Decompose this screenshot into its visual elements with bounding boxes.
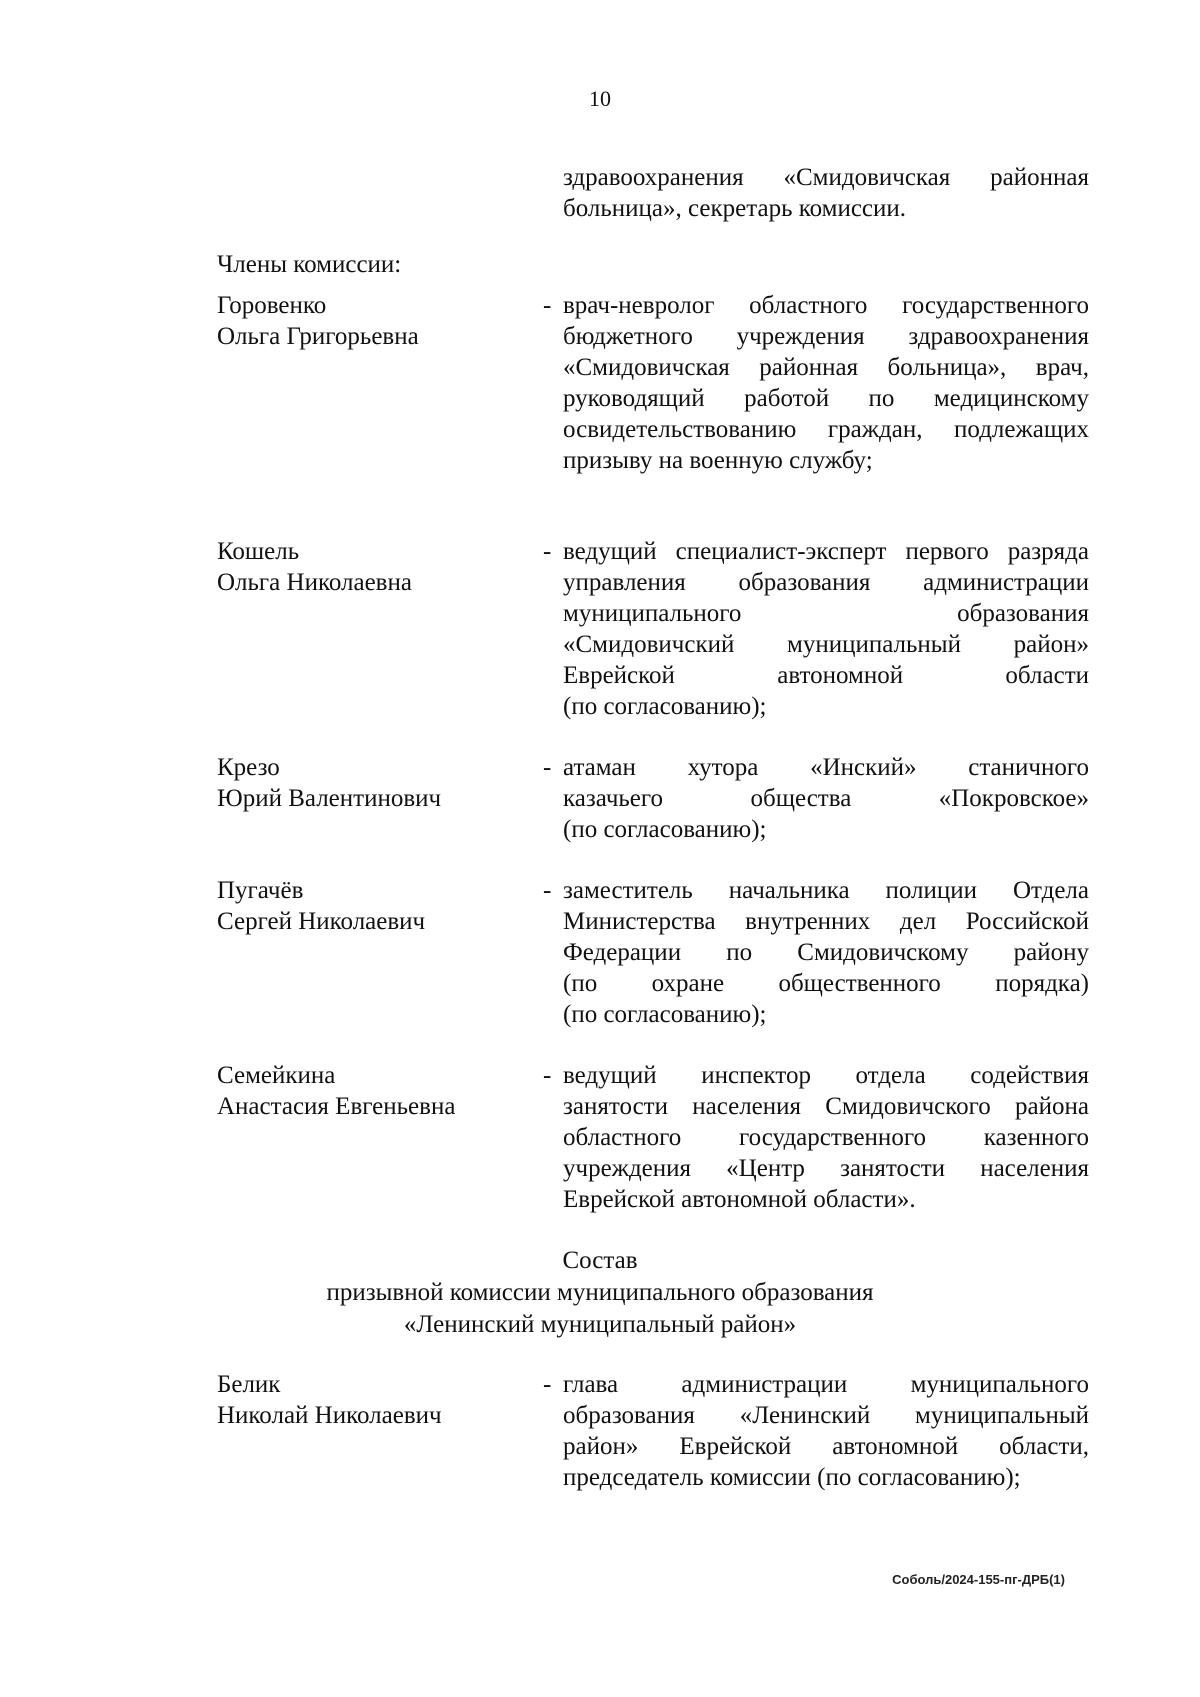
member-given-name: Сергей Николаевич xyxy=(217,908,426,935)
description-line: ведущий специалист-эксперт первого разряда xyxy=(563,538,1089,565)
description-line: врач-невролог областного государственного xyxy=(563,292,1089,319)
member-description xyxy=(563,536,1089,722)
member-given-name: Ольга Григорьевна xyxy=(217,323,419,350)
member-surname: Крезо xyxy=(217,754,280,781)
member-surname: Семейкина xyxy=(217,1062,336,1089)
description-line: учреждения «Центр занятости населения xyxy=(563,1155,1089,1182)
member-description xyxy=(563,875,1089,1030)
composition-heading xyxy=(0,1245,1200,1341)
member-surname: Пугачёв xyxy=(217,877,304,904)
dash: - xyxy=(543,877,552,904)
member-given-name: Николай Николаевич xyxy=(217,1402,442,1429)
member-name xyxy=(217,536,507,598)
member-given-name: Анастасия Евгеньевна xyxy=(217,1093,456,1120)
continuation-line: больница», секретарь комиссии. xyxy=(563,195,907,222)
description-line: образования «Ленинский муниципальный xyxy=(563,1402,1089,1429)
description-line: Федерации по Смидовичскому району xyxy=(563,939,1089,966)
member-name xyxy=(217,875,507,937)
member-surname: Кошель xyxy=(217,538,300,565)
description-line: управления образования администрации xyxy=(563,569,1089,596)
description-line: муниципального образования xyxy=(563,600,1089,627)
member-given-name: Ольга Николаевна xyxy=(217,569,412,596)
dash: - xyxy=(543,1371,552,1398)
member-name xyxy=(217,752,507,814)
description-line: «Смидовичский муниципальный район» xyxy=(563,631,1089,658)
member-name xyxy=(217,1060,507,1122)
description-line: бюджетного учреждения здравоохранения xyxy=(563,323,1089,350)
description-line: район» Еврейской автономной области, xyxy=(563,1433,1089,1460)
description-line: Еврейской автономной области». xyxy=(563,1186,916,1213)
document-code: Соболь/2024-155-пг-ДРБ(1) xyxy=(892,1572,1065,1587)
description-line: (по охране общественного порядка) xyxy=(563,970,1089,997)
description-line: (по согласованию); xyxy=(563,816,767,843)
continuation-line: здравоохранения «Смидовичская районная xyxy=(563,164,1089,191)
description-line: (по согласованию); xyxy=(563,1001,767,1028)
description-line: атаман хутора «Инский» станичного xyxy=(563,754,1089,781)
composition-subtitle: призывной комиссии муниципального образования xyxy=(326,1279,874,1306)
description-line: занятости населения Смидовичского района xyxy=(563,1093,1089,1120)
member-name xyxy=(217,1369,507,1431)
description-line: освидетельствованию граждан, подлежащих xyxy=(563,416,1089,443)
description-line: председатель комиссии (по согласованию); xyxy=(563,1464,1021,1491)
member-description xyxy=(563,752,1089,845)
description-line: глава администрации муниципального xyxy=(563,1371,1089,1398)
member-surname: Белик xyxy=(217,1371,281,1398)
description-line: руководящий работой по медицинскому xyxy=(563,385,1089,412)
member-name xyxy=(217,290,507,352)
composition-title: Состав xyxy=(562,1247,638,1274)
page-number: 10 xyxy=(589,86,611,111)
dash: - xyxy=(543,538,552,565)
members-heading: Члены комиссии: xyxy=(217,251,402,278)
description-line: Еврейской автономной области xyxy=(563,662,1089,689)
dash: - xyxy=(543,1062,552,1089)
description-line: ведущий инспектор отдела содействия xyxy=(563,1062,1089,1089)
continuation-text xyxy=(563,162,1089,224)
composition-district: «Ленинский муниципальный район» xyxy=(403,1311,797,1338)
dash: - xyxy=(543,754,552,781)
dash: - xyxy=(543,292,552,319)
member-description xyxy=(563,1060,1089,1215)
member-given-name: Юрий Валентинович xyxy=(217,785,442,812)
description-line: Министерства внутренних дел Российской xyxy=(563,908,1089,935)
description-line: (по согласованию); xyxy=(563,693,767,720)
description-line: заместитель начальника полиции Отдела xyxy=(563,877,1089,904)
member-description xyxy=(563,1369,1089,1493)
description-line: призыву на военную службу; xyxy=(563,447,873,474)
description-line: областного государственного казенного xyxy=(563,1124,1089,1151)
member-surname: Горовенко xyxy=(217,292,327,319)
description-line: «Смидовичская районная больница», врач, xyxy=(563,354,1089,381)
member-description xyxy=(563,290,1089,476)
description-line: казачьего общества «Покровское» xyxy=(563,785,1089,812)
